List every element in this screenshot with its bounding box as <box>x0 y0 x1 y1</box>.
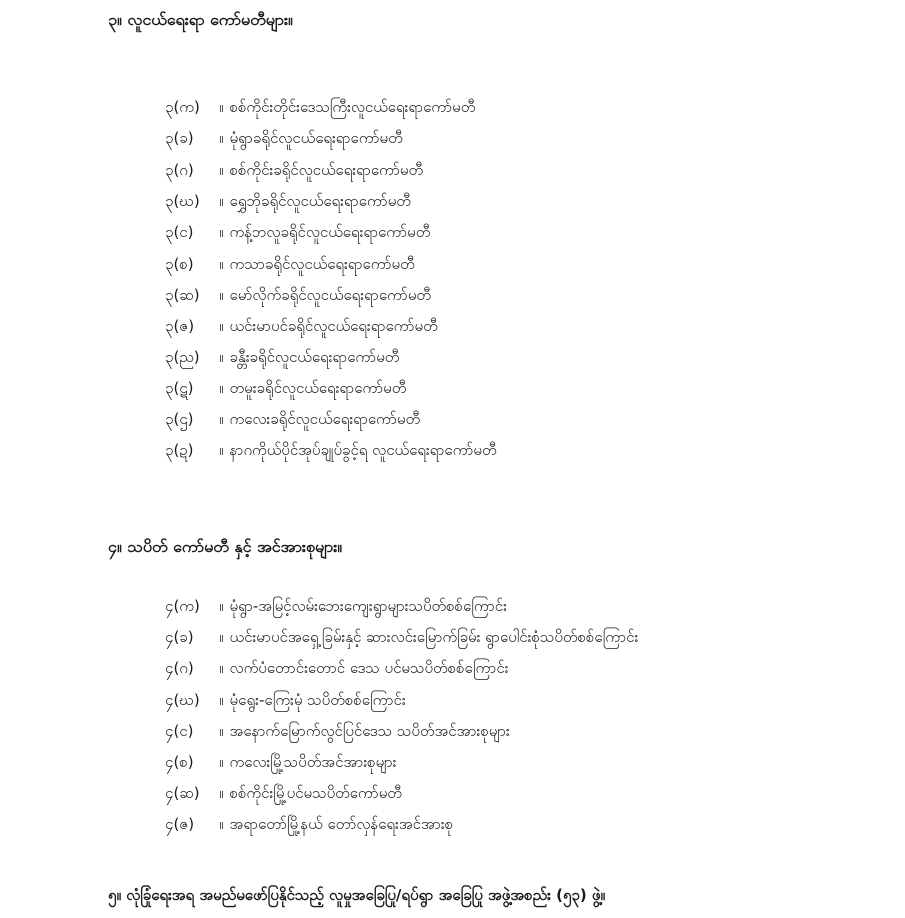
item-separator: ။ <box>219 722 224 740</box>
item-separator: ။ <box>219 161 224 179</box>
item-separator: ။ <box>219 379 224 397</box>
list-item <box>165 781 402 805</box>
item-number: ၄(ဆ) <box>165 784 200 802</box>
item-separator: ။ <box>219 753 224 771</box>
item-number: ၄(င) <box>165 722 194 740</box>
item-text: စစ်ကိုင်းမြို့ပင်မသပိတ်ကော်မတီ <box>229 784 402 802</box>
list-item <box>165 407 420 431</box>
list-item <box>165 376 406 400</box>
item-number: ၄(ဃ) <box>165 691 200 709</box>
item-separator: ။ <box>219 286 224 304</box>
item-separator: ။ <box>219 659 224 677</box>
item-number: ၃(ဇ) <box>165 317 195 335</box>
item-separator: ။ <box>219 410 224 428</box>
item-number: ၃(ဌ) <box>165 410 194 428</box>
item-number: ၄(ဇ) <box>165 815 195 833</box>
item-text: ယင်းမာပင်ခရိုင်လူငယ်ရေးရာကော်မတီ <box>229 317 438 335</box>
item-text: စစ်ကိုင်းခရိုင်လူငယ်ရေးရာကော်မတီ <box>229 161 424 179</box>
list-item <box>165 95 475 119</box>
item-number: ၄(ဂ) <box>165 659 194 677</box>
item-separator: ။ <box>219 129 224 147</box>
item-text: လက်ပံတောင်းတောင် ဒေသ ပင်မသပိတ်စစ်ကြောင်း <box>229 659 509 677</box>
list-item <box>165 189 411 213</box>
list-item <box>165 345 399 369</box>
item-number: ၃(ဂ) <box>165 161 194 179</box>
item-text: မော်လိုက်ခရိုင်လူငယ်ရေးရာကော်မတီ <box>229 286 431 304</box>
item-number: ၃(စ) <box>165 255 194 273</box>
list-item <box>165 688 406 712</box>
section-5-heading: ၅။ လုံခြုံရေးအရ အမည်မဖော်ပြနိုင်သည့် လူမှုအခြေပြု/ရပ်ရွာ အခြေပြု အဖွဲ့အစည်း (၅၃) ဖွဲ့။ <box>108 886 606 904</box>
list-item <box>165 438 497 462</box>
item-separator: ။ <box>219 691 224 709</box>
list-item <box>165 283 431 307</box>
item-number: ၃(င) <box>165 223 194 241</box>
item-number: ၃(ဍ) <box>165 441 194 459</box>
item-separator: ။ <box>219 348 224 366</box>
item-separator: ။ <box>219 784 224 802</box>
item-number: ၄(ခ) <box>165 628 194 646</box>
item-separator: ။ <box>219 98 224 116</box>
list-item <box>165 158 423 182</box>
item-text: ကလေးမြို့သပိတ်အင်အားစုများ <box>229 753 397 771</box>
item-separator: ။ <box>219 628 224 646</box>
item-text: အရာတော်မြို့နယ် တော်လှန်ရေးအင်အားစု <box>229 815 454 833</box>
item-text: တမူးခရိုင်လူငယ်ရေးရာကော်မတီ <box>229 379 407 397</box>
item-separator: ။ <box>219 255 224 273</box>
item-text: အနောက်မြောက်လွင်ပြင်ဒေသ သပိတ်အင်အားစုများ <box>229 722 510 740</box>
item-text: မုံရွာ-အမြင့်လမ်းဘေးကျေးရွာများသပိတ်စစ်ကြောင်း <box>229 597 507 615</box>
item-text: ရွှေဘိုခရိုင်လူငယ်ရေးရာကော်မတီ <box>229 192 411 210</box>
item-separator: ။ <box>219 815 224 833</box>
item-text: ယင်းမာပင်အရှေ့ခြမ်းနှင့် ဆားလင်းမြောက်ခြမ်း ရွာပေါင်းစုံသပိတ်စစ်ကြောင်း <box>229 628 639 646</box>
item-number: ၄(က) <box>165 597 200 615</box>
list-item <box>165 625 638 649</box>
item-number: ၃(ဃ) <box>165 192 200 210</box>
item-number: ၃(ခ) <box>165 129 194 147</box>
item-separator: ။ <box>219 441 224 459</box>
item-separator: ။ <box>219 223 224 241</box>
item-text: ခန္တီးခရိုင်လူငယ်ရေးရာကော်မတီ <box>229 348 400 366</box>
list-item <box>165 656 508 680</box>
item-text: နာဂကိုယ်ပိုင်အုပ်ချုပ်ခွင့်ရ လူငယ်ရေးရာကော်မတီ <box>229 441 497 459</box>
list-item <box>165 314 438 338</box>
item-text: ကသာခရိုင်လူငယ်ရေးရာကော်မတီ <box>229 255 415 273</box>
section-4-heading: ၄။ သပိတ် ကော်မတီ နှင့် အင်အားစုများ။ <box>108 537 343 556</box>
section-3-heading: ၃။ လူငယ်ရေးရာ ကော်မတီများ။ <box>108 10 293 29</box>
item-separator: ။ <box>219 317 224 335</box>
item-separator: ။ <box>219 192 224 210</box>
item-text: ကလေးခရိုင်လူငယ်ရေးရာကော်မတီ <box>229 410 421 428</box>
item-text: မုံရွာခရိုင်လူငယ်ရေးရာကော်မတီ <box>229 129 403 147</box>
list-item <box>165 594 507 618</box>
list-item <box>165 220 430 244</box>
item-number: ၃(ဋ) <box>165 379 194 397</box>
list-item <box>165 719 510 743</box>
item-number: ၄(စ) <box>165 753 194 771</box>
item-number: ၃(ည) <box>165 348 200 366</box>
list-item <box>165 812 453 836</box>
list-item <box>165 252 415 276</box>
list-item <box>165 750 397 774</box>
item-separator: ။ <box>219 597 224 615</box>
list-item <box>165 126 403 150</box>
item-number: ၃(ဆ) <box>165 286 200 304</box>
item-text: ကန့်ဘလူခရိုင်လူငယ်ရေးရာကော်မတီ <box>229 223 431 241</box>
item-number: ၃(က) <box>165 98 200 116</box>
item-text: မုံရွေး-ကြေးမုံ သပိတ်စစ်ကြောင်း <box>229 691 406 709</box>
item-text: စစ်ကိုင်းတိုင်းဒေသကြီးလူငယ်ရေးရာကော်မတီ <box>229 98 476 116</box>
